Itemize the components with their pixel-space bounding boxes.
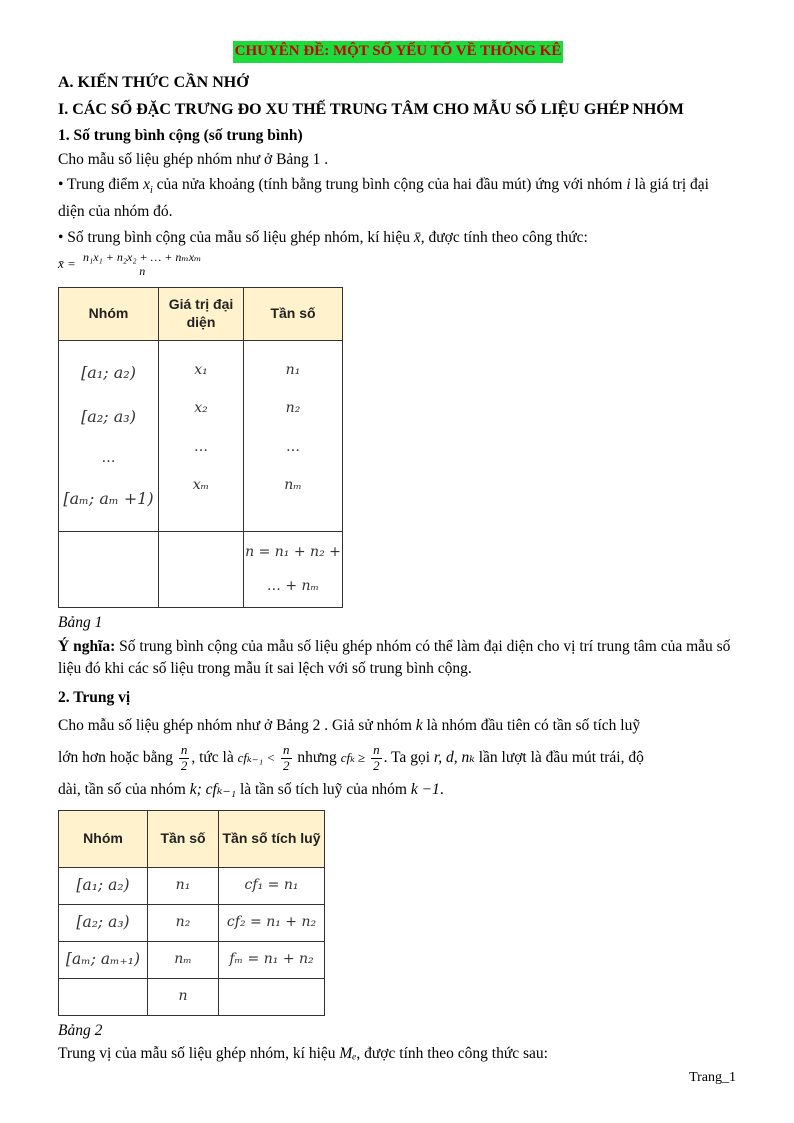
list-item: x₁ <box>194 361 208 378</box>
list-item: n₁ <box>285 361 301 378</box>
table-2 <box>58 810 325 1016</box>
table-1-sum-cell: n = n₁ + n₂ + … + nₘ <box>244 532 343 608</box>
table-row: [a₁; a₂) n₁ cf₁ = n₁ <box>59 867 325 904</box>
list-item: x₂ <box>194 400 208 417</box>
section-i-heading: I. CÁC SỐ ĐẶC TRƯNG ĐO XU THẾ TRUNG TÂM CHO MẪU SỐ LIỆU GHÉP NHÓM <box>58 100 684 118</box>
list-item: [a₂; a₃) <box>81 406 136 426</box>
median-formula-intro: Trung vị của mẫu số liệu ghép nhóm, kí hiệu Mₑ, được tính theo công thức sau: <box>58 1045 548 1062</box>
table-2-header-freq: Tần số <box>148 810 219 867</box>
table-row: n <box>59 978 325 1015</box>
table-row: [aₘ; aₘ₊₁) nₘ fₘ = n₁ + n₂ <box>59 941 325 978</box>
page-title: CHUYÊN ĐỀ: MỘT SỐ YẾU TỐ VỀ THỐNG KÊ <box>233 41 564 63</box>
table-row <box>59 532 343 608</box>
table-1 <box>58 287 343 609</box>
list-item: … <box>101 449 116 466</box>
list-item: xₘ <box>192 477 210 494</box>
list-item: [aₘ; aₘ +1) <box>63 489 154 509</box>
median-paragraph: Cho mẫu số liệu ghép nhóm như ở Bảng 2 . Giả sử nhóm k là nhóm đầu tiên có tần số tích luỹ lớn hơn hoặc bằng $\frac{n}{2}$ , tức là cfₖ₋₁ < $\frac{n}{2}$ nhưng cfₖ ≥ $\frac{n}{2}$ . Ta gọi r, d, nₖ lần lượt là đầu mút trái, độ dài, tần số của nhóm k; cfₖ₋₁ là tần số tích luỹ của nhóm k −1. <box>58 717 644 798</box>
table-1-caption: Bảng 1 <box>58 614 103 632</box>
median-heading: 2. Trung vị <box>58 688 131 706</box>
page <box>58 40 738 1066</box>
list-item: … <box>286 438 300 455</box>
table-1-values-cell <box>159 340 244 532</box>
mean-bullet-1: • Trung điểm $x_i$ của nửa khoảng (tính bằng trung bình cộng của hai đầu mút) ứng với nhóm i là giá trị đại diện của nhóm đó. <box>58 176 709 221</box>
mean-formula: x̄ = n₁x₁ + n₂x₂ + … + nₘxₘ n <box>58 249 202 278</box>
table-row: [a₂; a₃) n₂ cf₂ = n₁ + n₂ <box>59 904 325 941</box>
table-1-groups-cell <box>59 340 159 532</box>
section-a-heading: A. KIẾN THỨC CẦN NHỚ <box>58 73 249 91</box>
table-1-header-freq: Tần số <box>244 287 343 340</box>
table-2-caption: Bảng 2 <box>58 1021 103 1039</box>
list-item: [a₁; a₂) <box>81 362 136 382</box>
list-item: nₘ <box>284 477 302 494</box>
table-row <box>59 340 343 532</box>
list-item: … <box>194 438 208 455</box>
mean-bullet-2: • Số trung bình cộng của mẫu số liệu ghép nhóm, kí hiệu x̄, được tính theo công thức: <box>58 228 588 246</box>
table-2-header-cumfreq: Tần số tích luỹ <box>219 810 325 867</box>
page-number: Trang_1 <box>689 1070 736 1085</box>
table-2-header-group: Nhóm <box>59 810 148 867</box>
meaning-paragraph: Ý nghĩa: Số trung bình cộng của mẫu số liệu ghép nhóm có thể làm đại diện cho vị trí trung tâm của mẫu số liệu đó khi các số liệu trong mẫu ít sai lệch với số trung bình cộng. <box>58 637 731 678</box>
list-item: n₂ <box>285 400 301 417</box>
mean-heading: 1. Số trung bình cộng (số trung bình) <box>58 127 303 145</box>
mean-intro: Cho mẫu số liệu ghép nhóm như ở Bảng 1 . <box>58 150 329 168</box>
table-1-freqs-cell <box>244 340 343 532</box>
table-1-header-group: Nhóm <box>59 287 159 340</box>
table-1-header-value: Giá trị đại diện <box>159 287 244 340</box>
